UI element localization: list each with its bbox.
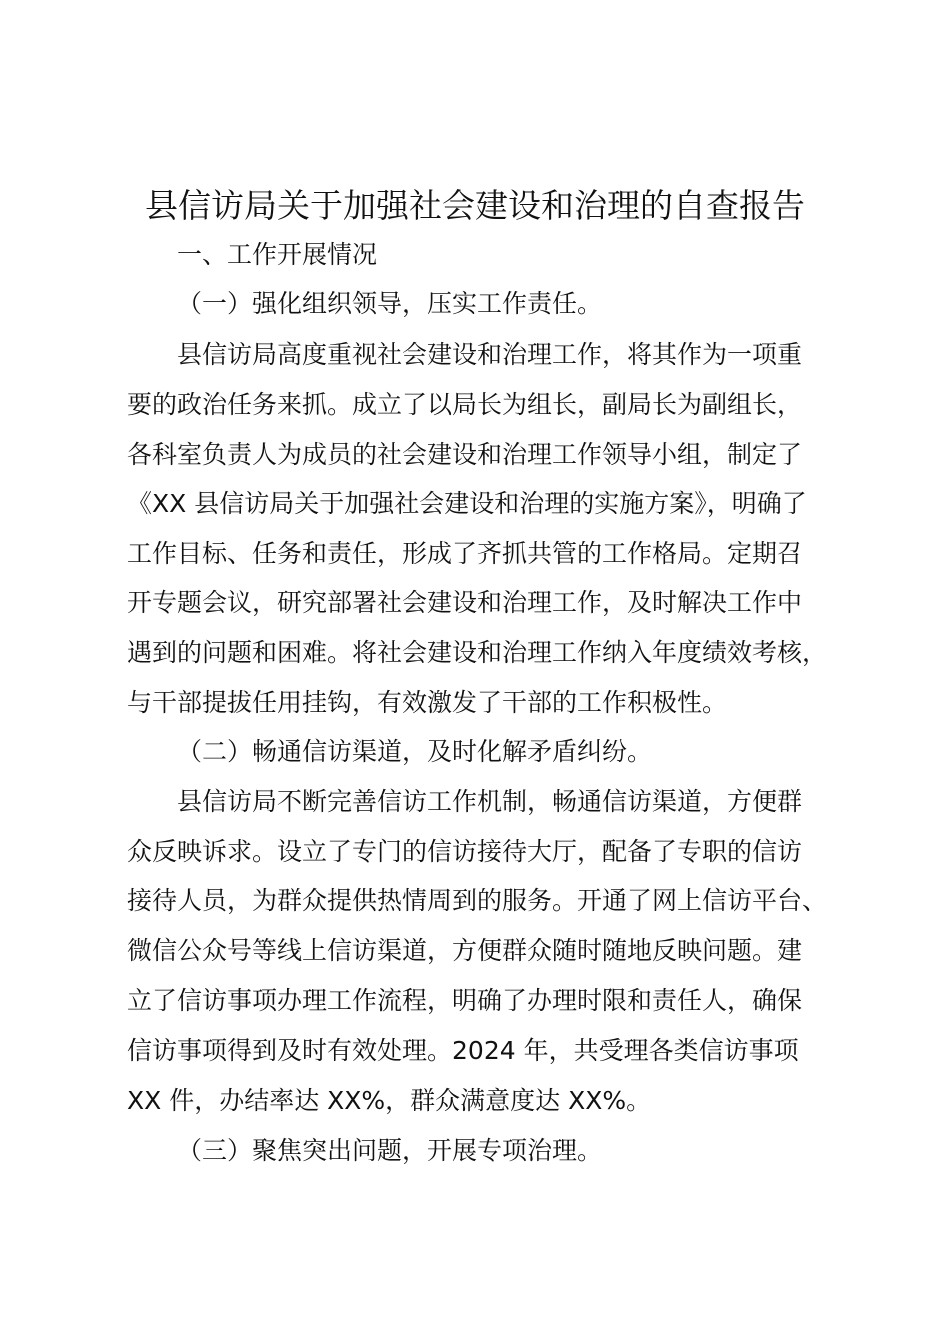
section-heading: 一、工作开展情况 [177, 240, 378, 269]
paragraph-1-line-7: 遇到的问题和困难。将社会建设和治理工作纳入年度绩效考核， [127, 638, 828, 667]
paragraph-2-line-5: 立了信访事项办理工作流程，明确了办理时限和责任人，确保 [127, 986, 803, 1015]
paragraph-1-line-4: 《XX 县信访局关于加强社会建设和治理的实施方案》，明确了 [127, 489, 807, 518]
paragraph-2-line-6: 信访事项得到及时有效处理。2024 年，共受理各类信访事项 [127, 1036, 799, 1065]
paragraph-2-line-7: XX 件，办结率达 XX%，群众满意度达 XX%。 [127, 1086, 652, 1115]
paragraph-1-line-6: 开专题会议，研究部署社会建设和治理工作，及时解决工作中 [127, 588, 803, 617]
paragraph-1-line-1: 县信访局高度重视社会建设和治理工作，将其作为一项重 [177, 340, 803, 369]
paragraph-2-line-3: 接待人员，为群众提供热情周到的服务。开通了网上信访平台、 [127, 886, 828, 915]
paragraph-1-line-5: 工作目标、任务和责任，形成了齐抓共管的工作格局。定期召 [127, 539, 803, 568]
subsection-heading-1: （一）强化组织领导，压实工作责任。 [177, 289, 603, 318]
paragraph-1-line-2: 要的政治任务来抓。成立了以局长为组长，副局长为副组长， [127, 390, 803, 419]
document-title: 县信访局关于加强社会建设和治理的自查报告 [145, 186, 805, 225]
paragraph-2-line-2: 众反映诉求。设立了专门的信访接待大厅，配备了专职的信访 [127, 837, 803, 866]
paragraph-1-line-8: 与干部提拔任用挂钩，有效激发了干部的工作积极性。 [127, 688, 728, 717]
paragraph-1-line-3: 各科室负责人为成员的社会建设和治理工作领导小组，制定了 [127, 440, 803, 469]
subsection-heading-3: （三）聚焦突出问题，开展专项治理。 [177, 1136, 603, 1165]
paragraph-2-line-1: 县信访局不断完善信访工作机制，畅通信访渠道，方便群 [177, 787, 803, 816]
subsection-heading-2: （二）畅通信访渠道，及时化解矛盾纠纷。 [177, 737, 653, 766]
paragraph-2-line-4: 微信公众号等线上信访渠道，方便群众随时随地反映问题。建 [127, 936, 803, 965]
